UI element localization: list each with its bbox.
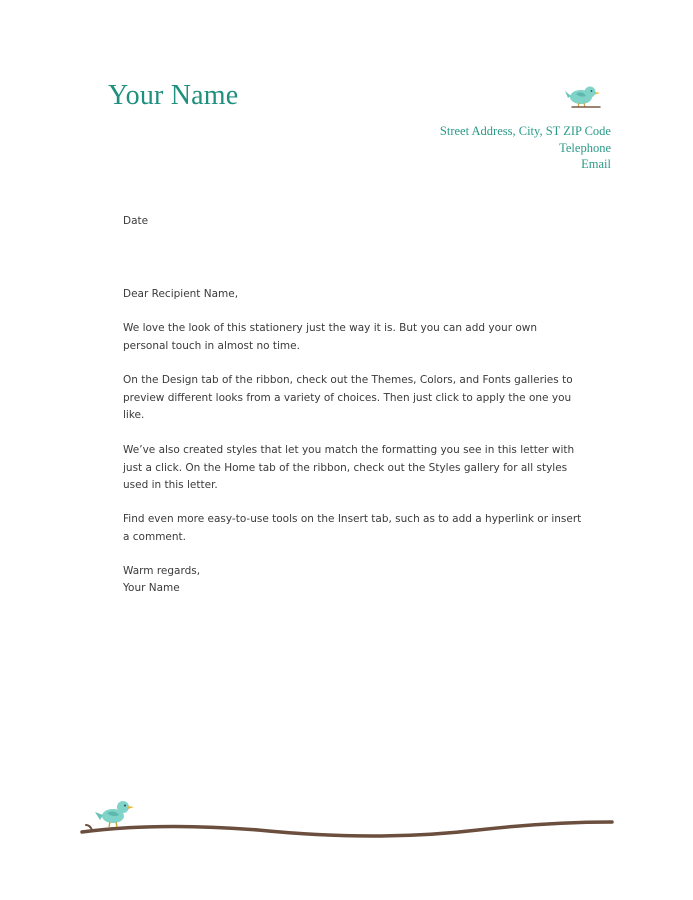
- body-paragraph: On the Design tab of the ribbon, check out the Themes, Colors, and Fonts galleries to preview different looks from a variety of choices. Then just click to apply the one you like.: [123, 374, 573, 421]
- body-paragraph: We’ve also created styles that let you match the formatting you see in this letter with just a click. On the Home tab of the ribbon, check out the Styles gallery for all styles used in this letter.: [123, 444, 575, 491]
- letter-date: Date: [123, 215, 149, 227]
- address-line: Street Address, City, ST ZIP Code: [439, 124, 611, 138]
- body-paragraph: Find even more easy-to-use tools on the Insert tab, such as to add a hyperlink or insert a comment.: [123, 513, 582, 543]
- bird-icon: [564, 82, 604, 110]
- body-paragraph: We love the look of this stationery just the way it is. But you can add your own personal touch in almost no time.: [123, 322, 538, 352]
- signature-name: Your Name: [123, 582, 180, 594]
- telephone-line: Telephone: [559, 140, 611, 155]
- salutation: Dear Recipient Name,: [123, 288, 239, 300]
- email-line: Email: [581, 157, 611, 171]
- bird-on-branch-icon: [78, 792, 618, 852]
- contact-block: [440, 123, 611, 173]
- sender-name: Your Name: [108, 80, 239, 111]
- closing: Warm regards,: [123, 565, 201, 577]
